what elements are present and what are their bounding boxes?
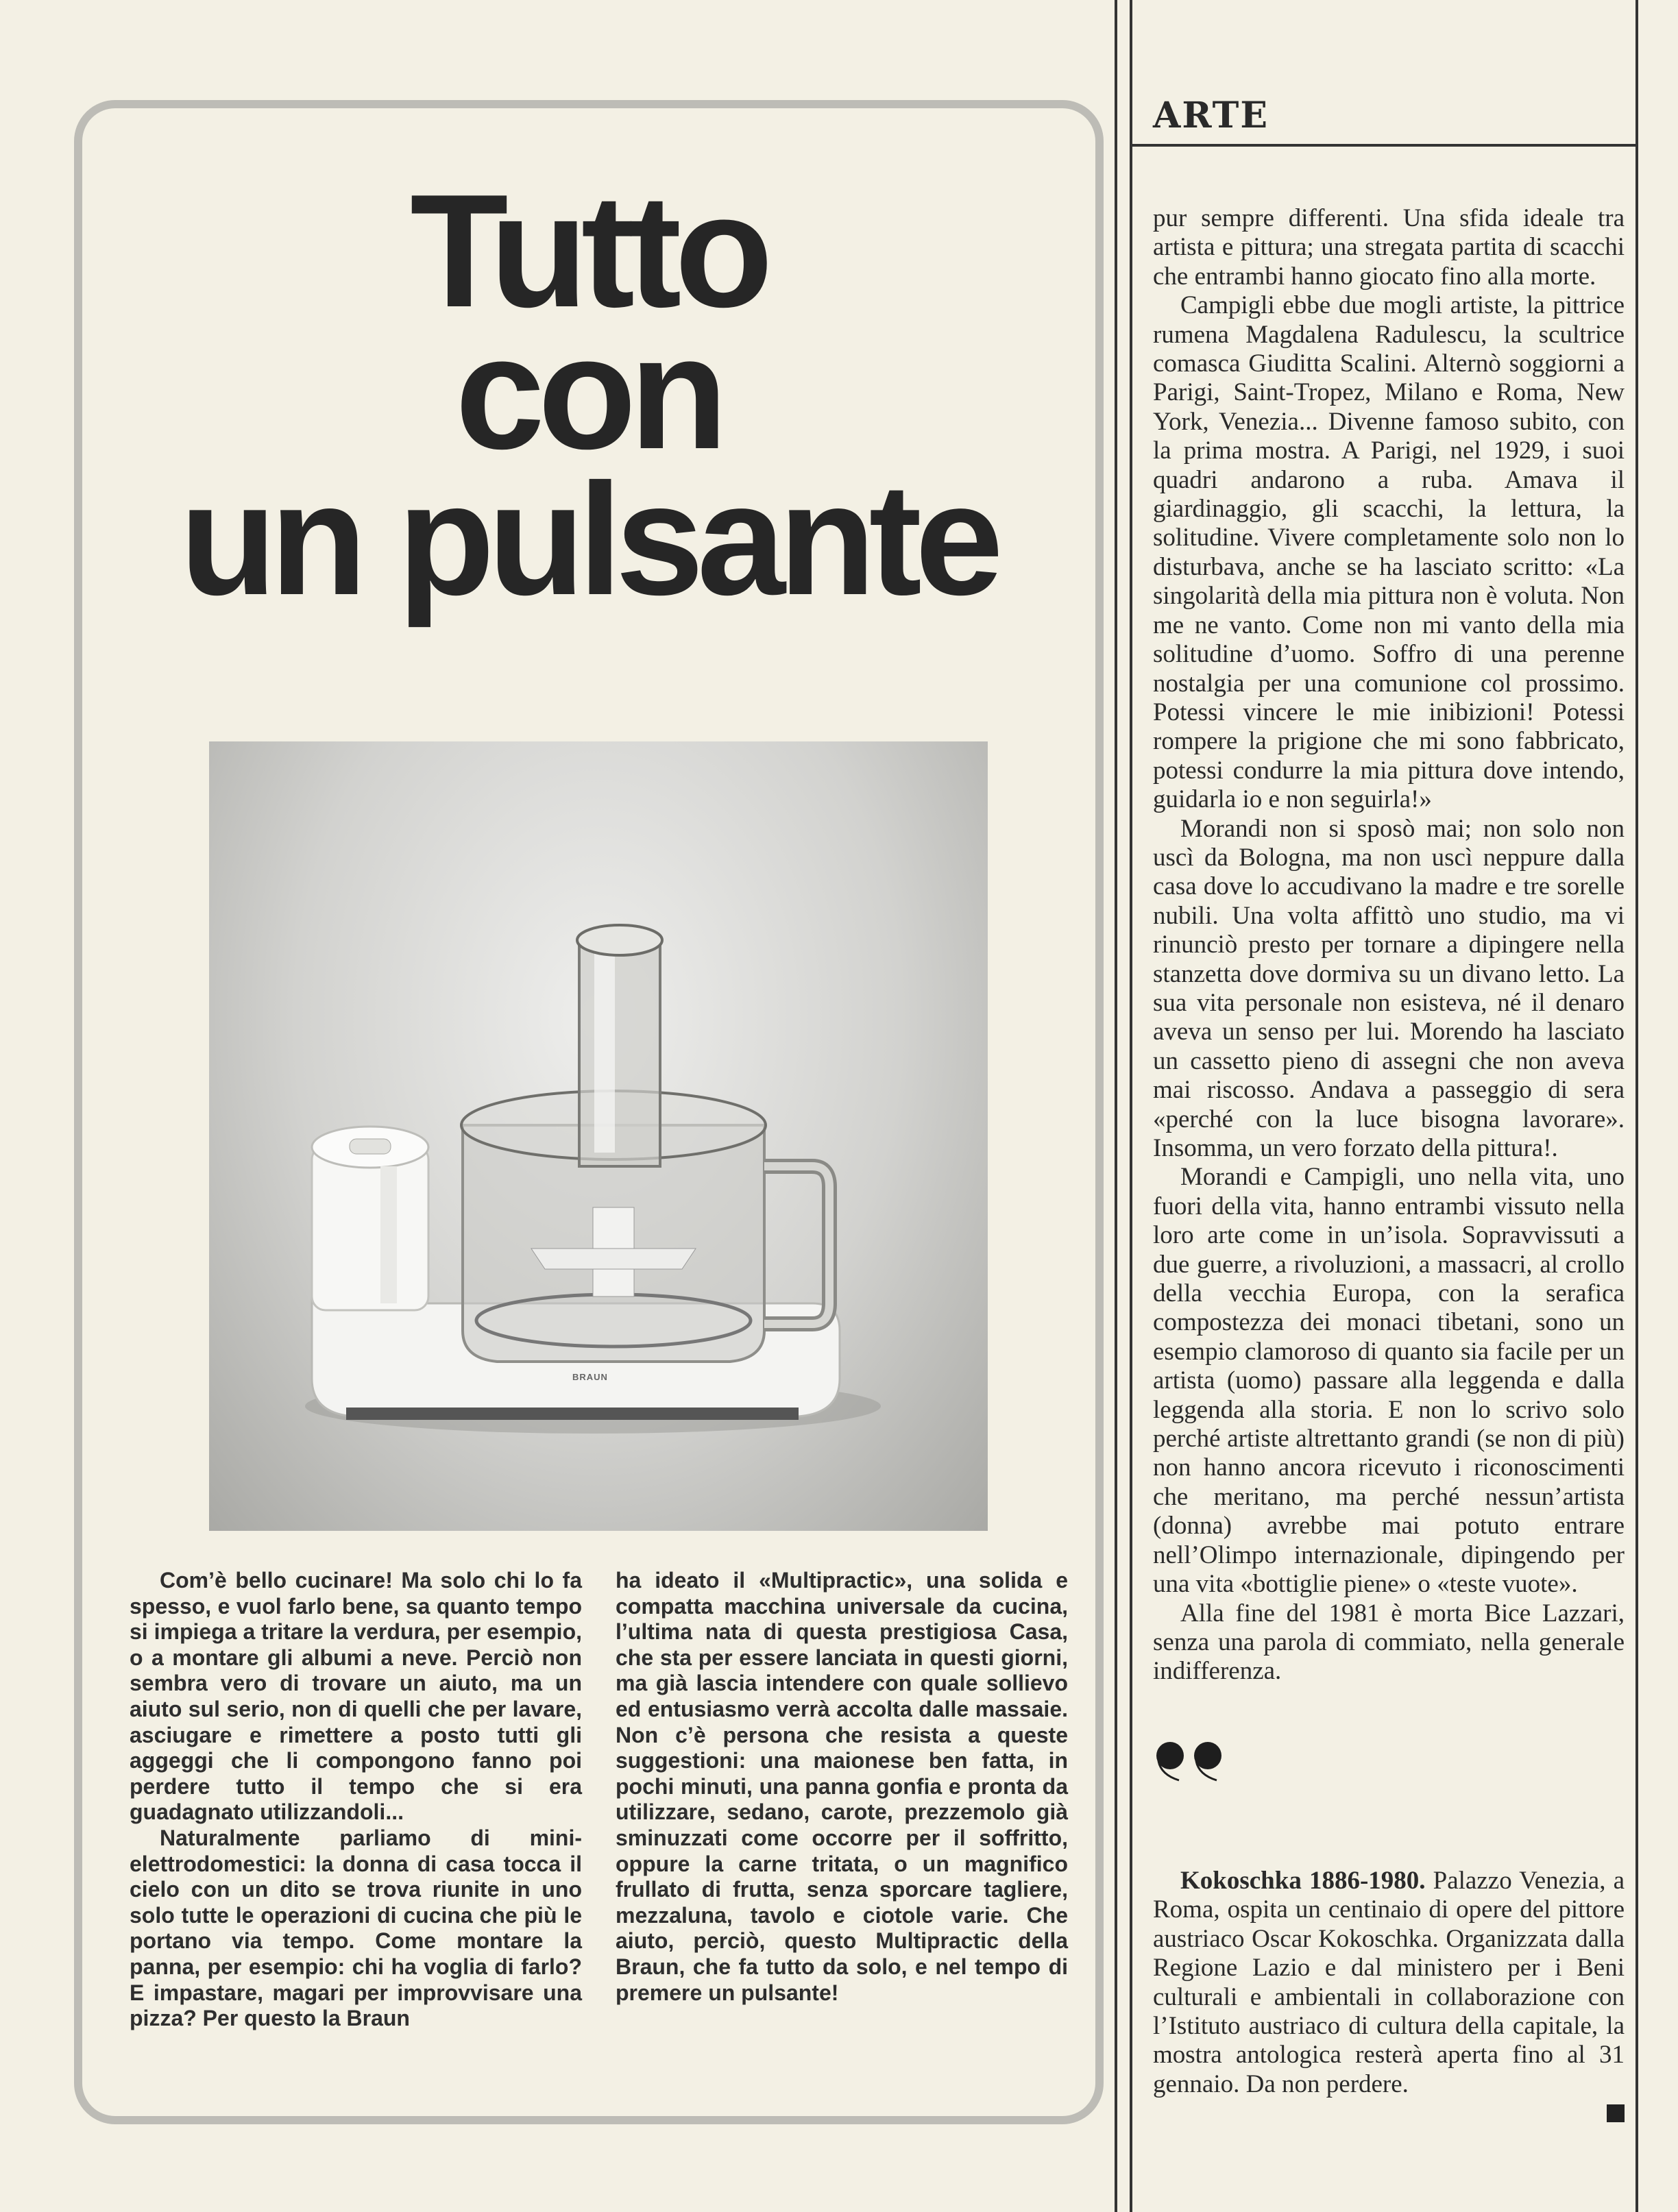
notice-text: Palazzo Venezia, a Roma, ospita un centinaio di opere del pittore austriaco Oscar Kokoschka. Organizzata dalla Regione Lazio e dal ministero per i Beni culturali e ambientali in collaborazione con l’Istituto austriaco di cultura della capitale, la mostra antologica resterà aperta fino al 31 gennaio. Da non perdere. <box>1153 1867 1625 2098</box>
article-border-left <box>1130 0 1132 2212</box>
article-column <box>1153 204 1625 1686</box>
ad-text-column-2 <box>616 1568 1068 2006</box>
article-paragraph: pur sempre differenti. Una sfida ideale tra artista e pittura; una stregata partita di scacchi che entrambi hanno giocato fino alla morte. <box>1153 204 1625 291</box>
ad-headline-line-3: un pulsante <box>180 451 997 628</box>
ad-text-column-1 <box>130 1568 582 2032</box>
article-paragraph: Campigli ebbe due mogli artiste, la pittrice rumena Magdalena Radulescu, la scultrice comasca Giuditta Scalini. Alternò soggiorni a Parigi, Saint-Tropez, Milano e Roma, New York, Venezia... Divenne famoso subito, con la prima mostra. A Parigi, nel 1929, i suoi quadri andarono a ruba. Amava il giardinaggio, gli scacchi, la lettura, la solitudine. Vivere completamente solo non lo disturbava, anche se ha lasciato scritto: «La singolarità della mia pittura non è voluta. Non me ne vanto. Come non mi vanto della mia solitudine d’uomo. Soffro di una perenne nostalgia per una comunione col prossimo. Potessi vincere le mie inibizioni! Potessi rompere la prigione che mi sono fabbricato, potessi condurre la mia pittura dove intendo, guidarla io e non seguirla!» <box>1153 291 1625 814</box>
article-border-right <box>1636 0 1638 2212</box>
article-paragraph: Morandi e Campigli, uno nella vita, uno fuori della vita, hanno entrambi vissuto nella loro arte come in un’isola. Sopravvissuti a due guerre, a rivoluzioni, a massacri, al crollo della vecchia Europa, con la serafica compostezza dei monaci tibetani, sono un esempio clamoroso di quanto sia facile per un artista (uomo) passare alla leggenda e dalla leggenda alla storia. E non lo scrivo solo perché artiste altrettanto grandi (se non di più) non hanno ancora ricevuto i riconoscimenti che meritano, ma perché nessun’artista (donna) avrebbe mai potuto entrare nell’Olimpo internazionale, dipingendo per una vita «bottiglie piene» o «teste vuote». <box>1153 1163 1625 1599</box>
ad-paragraph: Naturalmente parliamo di mini-elettrodomestici: la donna di casa tocca il cielo con un dito se trova riunite in uno solo tutte le operazioni di cucina che più le portano via tempo. Come montare la panna, per esempio: chi ha voglia di farlo? E impastare, magari per improvvisare una pizza? Per questo la Braun <box>130 1825 582 2031</box>
article-paragraph: Morandi non si sposò mai; non solo non uscì da Bologna, ma non uscì neppure dalla casa dove lo accudivano la madre e tre sorelle nubili. Una volta affittò uno studio, ma vi rinunciò presto per tornare a dipingere nella stanzetta dove dormiva su un divano letto. La sua vita personale non esisteva, né il denaro aveva un senso per lui. Morendo ha lasciato un cassetto pieno di assegni che non aveva mai riscosso. Andava a passeggio di sera «perché con la luce bisogna lavorare». Insomma, un vero forzato della pittura!. <box>1153 814 1625 1162</box>
column-divider <box>1115 0 1117 2212</box>
food-processor-illustration <box>209 741 988 1531</box>
braun-logo: BRAUN <box>572 1372 608 1382</box>
notice-title: Kokoschka 1886-1980. <box>1180 1867 1426 1895</box>
section-title: ARTE <box>1153 95 1269 136</box>
end-mark-icon <box>1607 2104 1625 2122</box>
ad-headline-line-2: con <box>455 302 721 482</box>
quote-mark-icon <box>1153 1741 1235 1789</box>
ad-paragraph: ha ideato il «Multipractic», una solida e compatta macchina universale da cucina, l’ultima nata di questa prestigiosa Casa, che sta per essere lanciata in questi giorni, ma già lascia intendere con quale sollievo ed entusiasmo verrà accolta dalle massaie. Non c’è persona che resista a queste suggestioni: una maionese ben fatta, in pochi minuti, una panna gonfia e pronta da utilizzare, sedano, carote, prezzemolo già sminuzzati come occorre per il soffritto, oppure la carne tritata, o un magnifico frullato di frutta, senza sporcare tagliere, mezzaluna, tavolo e ciotole varie. Che aiuto, perciò, questo Multipractic della Braun, che fa tutto da solo, e nel tempo di premere un pulsante! <box>616 1568 1068 2005</box>
ad-headline-line-1: Tutto <box>410 160 766 341</box>
ad-paragraph: Com’è bello cucinare! Ma solo chi lo fa spesso, e vuol farlo bene, sa quanto tempo si impiega a tritare la verdura, per esempio, o a montare gli albumi a neve. Perciò non sembra vero di trovare un aiuto, ma un aiuto sul serio, non di quelli che per lavare, asciugare e rimettere a posto tutti gli aggeggi che li compongono fanno poi perdere tutto il tempo che si era guadagnato utilizzandoli... <box>130 1568 582 1825</box>
article-paragraph: Alla fine del 1981 è morta Bice Lazzari, senza una parola di commiato, nella generale indifferenza. <box>1153 1599 1625 1686</box>
food-processor-photo <box>209 741 988 1531</box>
exhibition-notice <box>1153 1867 1625 2122</box>
section-rule <box>1131 144 1637 147</box>
